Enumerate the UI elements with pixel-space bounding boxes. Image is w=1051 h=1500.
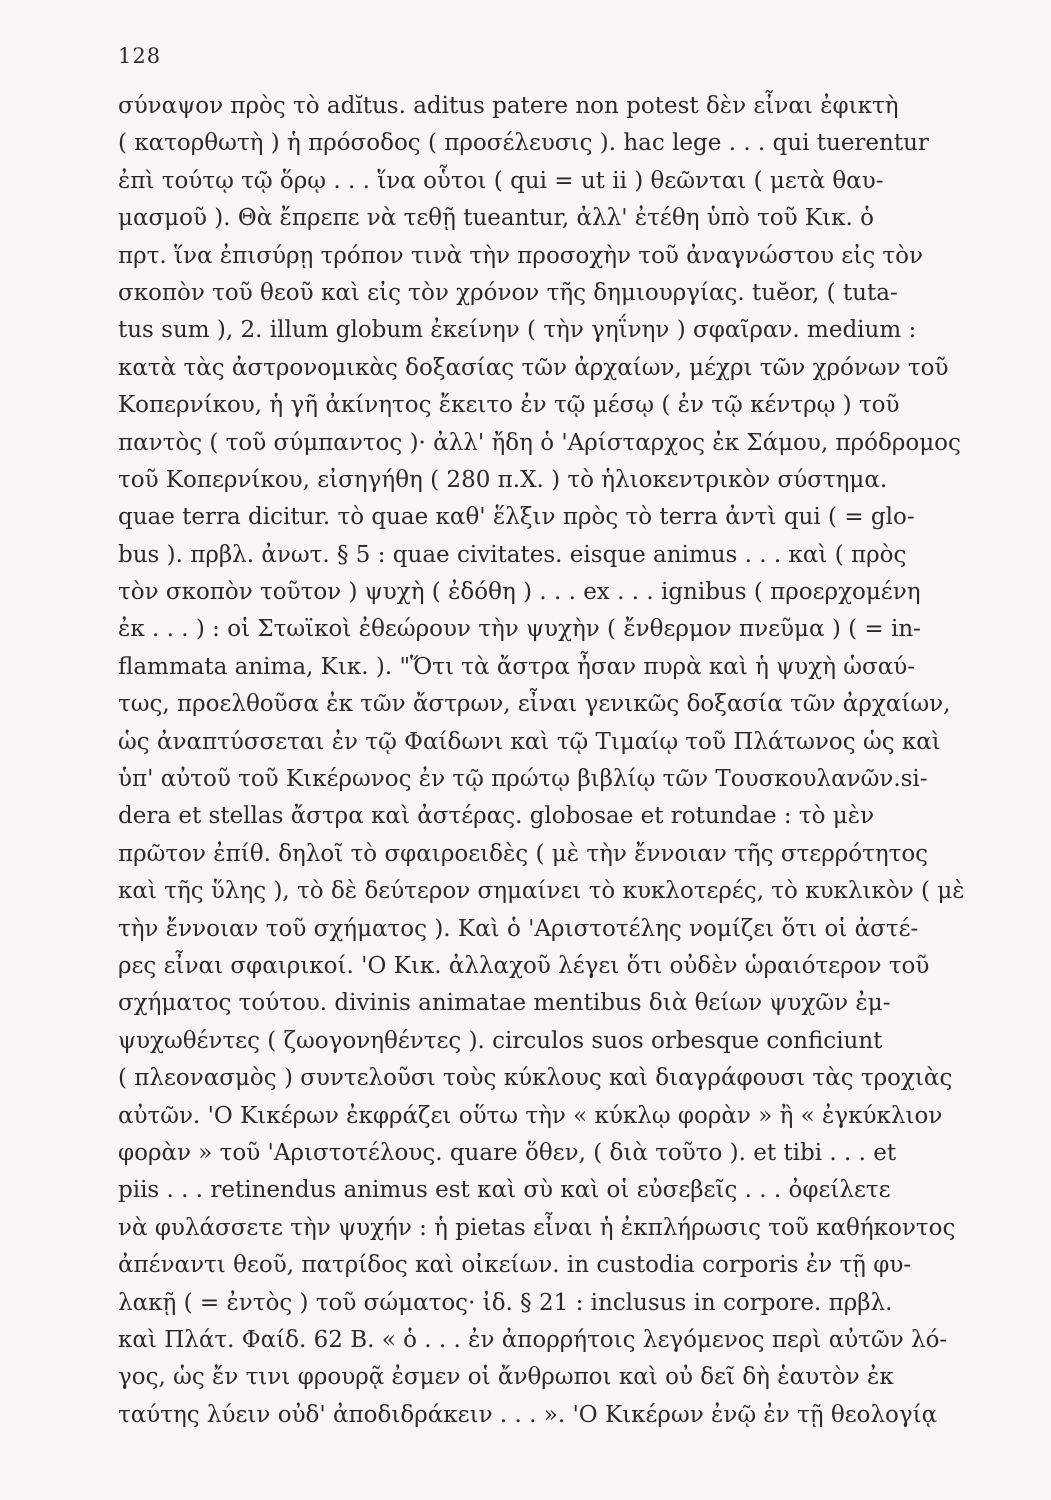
text-line: κατὰ τὰς ἀστρονομικὰς δοξασίας τῶν ἀρχαίων, μέχρι τῶν χρόνων τοῦ bbox=[118, 354, 949, 381]
text-line: quae terra dicitur. τὸ quae καθ' ἕλξιν πρὸς τὸ terra ἀντὶ qui ( = glo- bbox=[118, 504, 915, 531]
text-line: αὐτῶν. 'Ο Κικέρων ἐκφράζει οὕτω τὴν « κύκλῳ φορὰν » ἢ « ἐγκύκλιον bbox=[118, 1102, 943, 1129]
text-line: τὴν ἔννοιαν τοῦ σχήματος ). Καὶ ὁ 'Αριστοτέλης νομίζει ὅτι οἱ ἀστέ- bbox=[118, 915, 919, 942]
text-line: ( πλεονασμὸς ) συντελοῦσι τοὺς κύκλους καὶ διαγράφουσι τὰς τροχιὰς bbox=[118, 1065, 953, 1092]
text-line: λακῇ ( = ἐντὸς ) τοῦ σώματος· ἰδ. § 21 : inclusus in corpore. πρβλ. bbox=[118, 1289, 893, 1316]
text-line: ρες εἶναι σφαιρικοί. 'Ο Κικ. ἀλλαχοῦ λέγει ὅτι οὐδὲν ὡραιότερον τοῦ bbox=[118, 952, 930, 979]
text-line: ψυχωθέντες ( ζωογονηθέντες ). circulos suos orbesque conficiunt bbox=[118, 1027, 883, 1054]
text-line: ταύτης λύειν οὐδ' ἀποδιδράκειν . . . ». 'Ο Κικέρων ἐνῷ ἐν τῇ θεολογίᾳ bbox=[118, 1401, 938, 1428]
text-line: πρτ. ἵνα ἐπισύρῃ τρόπον τινὰ τὴν προσοχὴν τοῦ ἀναγνώστου εἰς τὸν bbox=[118, 242, 923, 269]
text-line: καὶ τῆς ὕλης ), τὸ δὲ δεύτερον σημαίνει τὸ κυκλοτερές, τὸ κυκλικὸν ( μὲ bbox=[118, 878, 965, 905]
text-line: φορὰν » τοῦ 'Αριστοτέλους. quare ὅθεν, ( διὰ τοῦτο ). et tibi . . . et bbox=[118, 1139, 897, 1166]
text-line: τὸν σκοπὸν τοῦτον ) ψυχὴ ( ἐδόθη ) . . . ex . . . ignibus ( προερχομένη bbox=[118, 579, 921, 606]
text-line: τοῦ Κοπερνίκου, εἰσηγήθη ( 280 π.Χ. ) τὸ ἡλιοκεντρικὸν σύστημα. bbox=[118, 466, 888, 493]
text-line: flammata anima, Κικ. ). "Ὅτι τὰ ἄστρα ἦσαν πυρὰ καὶ ἡ ψυχὴ ὡσαύ- bbox=[118, 653, 916, 680]
text-line: ὑπ' αὐτοῦ τοῦ Κικέρωνος ἐν τῷ πρώτῳ βιβλίῳ τῶν Τουσκουλανῶν.si- bbox=[118, 766, 928, 793]
text-line: γος, ὡς ἔν τινι φρουρᾷ ἐσμεν οἱ ἄνθρωποι καὶ οὐ δεῖ δὴ ἑαυτὸν ἐκ bbox=[118, 1364, 894, 1391]
page-number: 128 bbox=[118, 44, 162, 68]
text-line: παντὸς ( τοῦ σύμπαντος )· ἀλλ' ἤδη ὁ 'Αρίσταρχος ἐκ Σάμου, πρόδρομος bbox=[118, 429, 961, 456]
text-line: σύναψον πρὸς τὸ adĭtus. aditus patere non potest δὲν εἶναι ἐφικτὴ bbox=[118, 93, 899, 119]
text-line: Κοπερνίκου, ἡ γῆ ἀκίνητος ἔκειτο ἐν τῷ μέσῳ ( ἐν τῷ κέντρῳ ) τοῦ bbox=[118, 392, 900, 419]
text-line: σχήματος τούτου. divinis animatae mentibus διὰ θείων ψυχῶν ἐμ- bbox=[118, 990, 891, 1017]
text-line: ὡς ἀναπτύσσεται ἐν τῷ Φαίδωνι καὶ τῷ Τιμαίῳ τοῦ Πλάτωνος ὡς καὶ bbox=[118, 728, 941, 755]
text-line: piis . . . retinendus animus est καὶ σὺ καὶ οἱ εὐσεβεῖς . . . ὀφείλετε bbox=[118, 1177, 891, 1204]
text-line: νὰ φυλάσσετε τὴν ψυχήν : ἡ pietas εἶναι ἡ ἐκπλήρωσις τοῦ καθήκοντος bbox=[118, 1214, 956, 1241]
text-line: ἐκ . . . ) : οἱ Στωϊκοὶ ἐθεώρουν τὴν ψυχὴν ( ἔνθερμον πνεῦμα ) ( = in- bbox=[118, 616, 921, 643]
text-line: σκοπὸν τοῦ θεοῦ καὶ εἰς τὸν χρόνον τῆς δημιουργίας. tuĕor, ( tuta- bbox=[118, 279, 898, 306]
text-line: dera et stellas ἄστρα καὶ ἀστέρας. globosae et rotundae : τὸ μὲν bbox=[118, 803, 875, 830]
text-line: τως, προελθοῦσα ἐκ τῶν ἄστρων, εἶναι γενικῶς δοξασία τῶν ἀρχαίων, bbox=[118, 691, 951, 718]
text-line: ἀπέναντι θεοῦ, πατρίδος καὶ οἰκείων. in custodia corporis ἐν τῇ φυ- bbox=[118, 1252, 912, 1279]
text-line: καὶ Πλάτ. Φαίδ. 62 Β. « ὁ . . . ἐν ἀπορρήτοις λεγόμενος περὶ αὐτῶν λό- bbox=[118, 1326, 948, 1353]
text-line: πρῶτον ἐπίθ. δηλοῖ τὸ σφαιροειδὲς ( μὲ τὴν ἔννοιαν τῆς στερρότητος bbox=[118, 840, 929, 867]
text-line: ἐπὶ τούτῳ τῷ ὅρῳ . . . ἵνα οὗτοι ( qui = ut ii ) θεῶνται ( μετὰ θαυ- bbox=[118, 167, 884, 194]
text-line: bus ). πρβλ. ἀνωτ. § 5 : quae civitates. eisque animus . . . καὶ ( πρὸς bbox=[118, 541, 907, 568]
text-line: ( κατορθωτὴ ) ἡ πρόσοδος ( προσέλευσις ). hac lege . . . qui tuerentur bbox=[118, 130, 929, 157]
text-line: μασμοῦ ). Θὰ ἔπρεπε νὰ τεθῇ tueantur, ἀλλ' ἐτέθη ὑπὸ τοῦ Κικ. ὁ bbox=[118, 205, 874, 232]
commentary-text bbox=[118, 88, 978, 1434]
text-line: tus sum ), 2. illum globum ἐκείνην ( τὴν γηΐνην ) σφαῖραν. medium : bbox=[118, 317, 917, 344]
